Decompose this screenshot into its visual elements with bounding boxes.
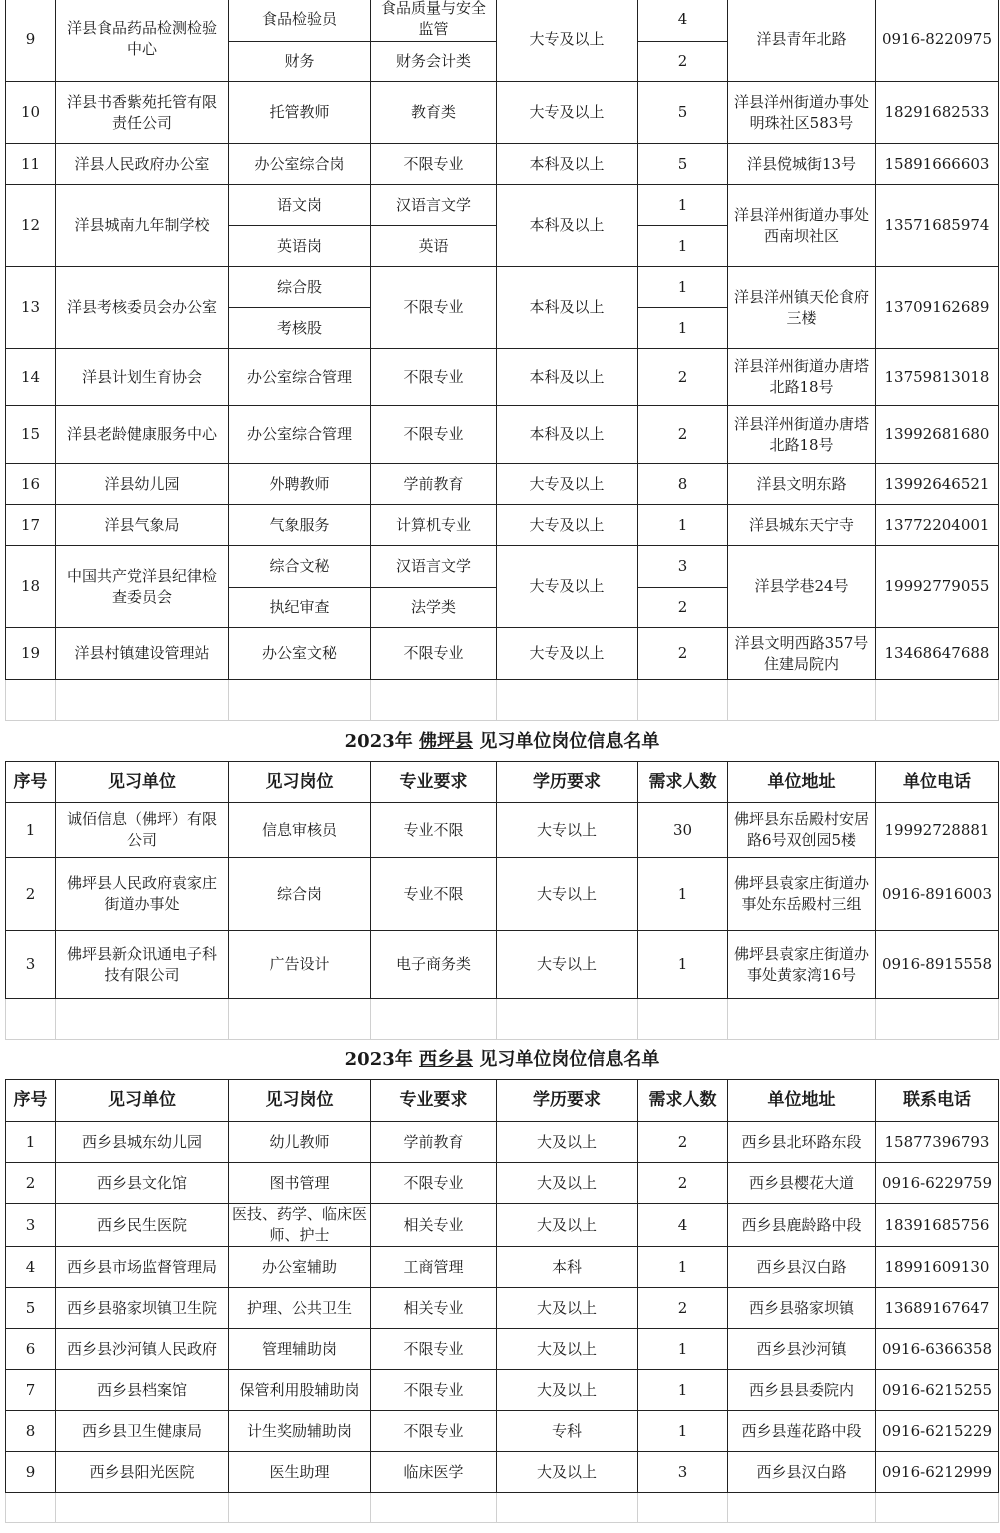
- cell-unit: 西乡县骆家坝镇卫生院: [56, 1288, 229, 1329]
- cell-addr: 西乡县汉白路: [728, 1247, 876, 1288]
- cell-no: 2: [6, 1163, 56, 1204]
- cell-post: 办公室文秘: [229, 628, 371, 680]
- cell-addr: 西乡县北环路东段: [728, 1122, 876, 1163]
- cell-major: 不限专业: [371, 1411, 497, 1452]
- cell-no: 3: [6, 1204, 56, 1247]
- table-row: [6, 1288, 999, 1329]
- cell-major: 汉语言文学: [371, 546, 497, 588]
- cell-addr: 洋县洋州街道办唐塔北路18号: [728, 406, 876, 464]
- cell-count: 2: [638, 349, 728, 406]
- cell-count: 1: [638, 1411, 728, 1452]
- empty-row: [6, 680, 999, 721]
- title-year: 2023年: [344, 1049, 413, 1070]
- cell-major: 食品质量与安全监管: [371, 0, 497, 42]
- cell-edu: 大专及以上: [497, 0, 638, 82]
- cell-major: 相关专业: [371, 1204, 497, 1247]
- cell-phone: 19992779055: [876, 546, 999, 628]
- table-row: [6, 1329, 999, 1370]
- cell-unit: 洋县计划生育协会: [56, 349, 229, 406]
- cell-no: 6: [6, 1329, 56, 1370]
- cell-phone: 13759813018: [876, 349, 999, 406]
- cell-addr: 洋县洋州镇天伦食府三楼: [728, 267, 876, 349]
- cell-count: 4: [638, 0, 728, 42]
- cell-major: 不限专业: [371, 267, 497, 349]
- cell-major: 不限专业: [371, 628, 497, 680]
- cell-addr: 佛坪县东岳殿村安居路6号双创园5楼: [728, 803, 876, 858]
- table-row: [6, 267, 999, 308]
- cell-addr: 西乡县县委院内: [728, 1370, 876, 1411]
- cell-post: 综合股: [229, 267, 371, 308]
- table-header-row: [6, 762, 999, 803]
- table-row: [6, 858, 999, 931]
- cell-unit: 诚佰信息（佛坪）有限公司: [56, 803, 229, 858]
- cell-phone: 18391685756: [876, 1204, 999, 1247]
- cell-count: 1: [638, 505, 728, 546]
- cell-edu: 大专以上: [497, 858, 638, 931]
- cell-edu: 大及以上: [497, 1370, 638, 1411]
- cell-major: 电子商务类: [371, 931, 497, 999]
- cell-addr: 洋县洋州街道办事处明珠社区583号: [728, 82, 876, 144]
- cell-phone: 19992728881: [876, 803, 999, 858]
- cell-no: 1: [6, 1122, 56, 1163]
- title-suffix: 见习单位岗位信息名单: [479, 1049, 660, 1070]
- cell-phone: 15877396793: [876, 1122, 999, 1163]
- cell-edu: 本科及以上: [497, 144, 638, 185]
- cell-edu: 大及以上: [497, 1452, 638, 1493]
- header-edu: 学历要求: [497, 762, 638, 803]
- cell-count: 3: [638, 1452, 728, 1493]
- cell-edu: 大专及以上: [497, 464, 638, 505]
- cell-count: 2: [638, 42, 728, 82]
- table-row: [6, 1163, 999, 1204]
- cell-unit: 西乡县档案馆: [56, 1370, 229, 1411]
- cell-addr: 洋县洋州街道办事处西南坝社区: [728, 185, 876, 267]
- cell-count: 2: [638, 1288, 728, 1329]
- header-phone: 联系电话: [876, 1080, 999, 1122]
- header-addr: 单位地址: [728, 1080, 876, 1122]
- cell-post: 计生奖励辅助岗: [229, 1411, 371, 1452]
- cell-phone: 18991609130: [876, 1247, 999, 1288]
- cell-major: 专业不限: [371, 858, 497, 931]
- cell-edu: 本科: [497, 1247, 638, 1288]
- cell-addr: 佛坪县袁家庄街道办事处东岳殿村三组: [728, 858, 876, 931]
- cell-addr: 洋县洋州街道办唐塔北路18号: [728, 349, 876, 406]
- cell-no: 9: [6, 1452, 56, 1493]
- cell-no: 18: [6, 546, 56, 628]
- cell-phone: 13571685974: [876, 185, 999, 267]
- cell-unit: 洋县城南九年制学校: [56, 185, 229, 267]
- cell-no: 11: [6, 144, 56, 185]
- cell-edu: 大及以上: [497, 1163, 638, 1204]
- cell-no: 10: [6, 82, 56, 144]
- cell-count: 1: [638, 267, 728, 308]
- table-row: [6, 505, 999, 546]
- cell-unit: 洋县气象局: [56, 505, 229, 546]
- cell-unit: 洋县幼儿园: [56, 464, 229, 505]
- cell-phone: 0916-6366358: [876, 1329, 999, 1370]
- foping-title: [6, 721, 999, 762]
- cell-post: 信息审核员: [229, 803, 371, 858]
- cell-addr: 洋县城东天宁寺: [728, 505, 876, 546]
- cell-post: 广告设计: [229, 931, 371, 999]
- cell-edu: 大专及以上: [497, 505, 638, 546]
- cell-unit: 佛坪县新众讯通电子科技有限公司: [56, 931, 229, 999]
- cell-edu: 本科及以上: [497, 185, 638, 267]
- cell-count: 1: [638, 1370, 728, 1411]
- cell-edu: 本科及以上: [497, 267, 638, 349]
- cell-no: 16: [6, 464, 56, 505]
- cell-major: 法学类: [371, 588, 497, 628]
- cell-post: 语文岗: [229, 185, 371, 226]
- table-row: [6, 82, 999, 144]
- cell-phone: 13468647688: [876, 628, 999, 680]
- cell-post: 医技、药学、临床医师、护士: [229, 1204, 371, 1247]
- cell-count: 1: [638, 1329, 728, 1370]
- cell-no: 2: [6, 858, 56, 931]
- title-county: 西乡县: [419, 1049, 474, 1070]
- cell-post: 外聘教师: [229, 464, 371, 505]
- cell-count: 8: [638, 464, 728, 505]
- table-row: [6, 1411, 999, 1452]
- cell-post: 托管教师: [229, 82, 371, 144]
- table-row: [6, 349, 999, 406]
- cell-no: 5: [6, 1288, 56, 1329]
- table-row: [6, 1452, 999, 1493]
- cell-no: 12: [6, 185, 56, 267]
- cell-post: 幼儿教师: [229, 1122, 371, 1163]
- header-major: 专业要求: [371, 762, 497, 803]
- cell-phone: 0916-8915558: [876, 931, 999, 999]
- table-row: [6, 931, 999, 999]
- section-title-row: [6, 1040, 999, 1080]
- cell-addr: 洋县青年北路: [728, 0, 876, 82]
- cell-phone: 13709162689: [876, 267, 999, 349]
- cell-phone: 0916-6215229: [876, 1411, 999, 1452]
- cell-no: 4: [6, 1247, 56, 1288]
- yangxian-table: [5, 0, 999, 1523]
- header-unit: 见习单位: [56, 762, 229, 803]
- cell-phone: 0916-6215255: [876, 1370, 999, 1411]
- cell-phone: 0916-8220975: [876, 0, 999, 82]
- cell-no: 8: [6, 1411, 56, 1452]
- cell-post: 办公室辅助: [229, 1247, 371, 1288]
- cell-count: 1: [638, 185, 728, 226]
- cell-post: 办公室综合管理: [229, 349, 371, 406]
- cell-edu: 大及以上: [497, 1288, 638, 1329]
- header-edu: 学历要求: [497, 1080, 638, 1122]
- cell-addr: 洋县学巷24号: [728, 546, 876, 628]
- cell-unit: 佛坪县人民政府袁家庄街道办事处: [56, 858, 229, 931]
- cell-post: 保管利用股辅助岗: [229, 1370, 371, 1411]
- header-phone: 单位电话: [876, 762, 999, 803]
- cell-major: 不限专业: [371, 1163, 497, 1204]
- cell-phone: 13772204001: [876, 505, 999, 546]
- header-major: 专业要求: [371, 1080, 497, 1122]
- cell-phone: 13689167647: [876, 1288, 999, 1329]
- cell-post: 医生助理: [229, 1452, 371, 1493]
- empty-row: [6, 1493, 999, 1523]
- table-row: [6, 1122, 999, 1163]
- cell-major: 学前教育: [371, 1122, 497, 1163]
- cell-unit: 洋县书香紫苑托管有限责任公司: [56, 82, 229, 144]
- cell-post: 办公室综合管理: [229, 406, 371, 464]
- table-row: [6, 1247, 999, 1288]
- table-row: [6, 1204, 999, 1247]
- cell-no: 3: [6, 931, 56, 999]
- cell-edu: 大及以上: [497, 1329, 638, 1370]
- cell-major: 英语: [371, 226, 497, 267]
- cell-count: 30: [638, 803, 728, 858]
- cell-post: 办公室综合岗: [229, 144, 371, 185]
- cell-phone: 0916-6212999: [876, 1452, 999, 1493]
- cell-addr: 佛坪县袁家庄街道办事处黄家湾16号: [728, 931, 876, 999]
- cell-phone: 13992646521: [876, 464, 999, 505]
- table-row: [6, 464, 999, 505]
- cell-addr: 西乡县骆家坝镇: [728, 1288, 876, 1329]
- cell-major: 学前教育: [371, 464, 497, 505]
- cell-count: 4: [638, 1204, 728, 1247]
- table-row: [6, 1370, 999, 1411]
- cell-post: 执纪审查: [229, 588, 371, 628]
- cell-unit: 中国共产党洋县纪律检查委员会: [56, 546, 229, 628]
- cell-count: 5: [638, 82, 728, 144]
- table-header-row: [6, 1080, 999, 1122]
- cell-no: 15: [6, 406, 56, 464]
- cell-no: 17: [6, 505, 56, 546]
- cell-addr: 西乡县莲花路中段: [728, 1411, 876, 1452]
- cell-phone: 15891666603: [876, 144, 999, 185]
- title-county: 佛坪县: [419, 730, 474, 752]
- cell-edu: 大专及以上: [497, 546, 638, 628]
- cell-no: 13: [6, 267, 56, 349]
- cell-addr: 西乡县鹿龄路中段: [728, 1204, 876, 1247]
- cell-major: 计算机专业: [371, 505, 497, 546]
- cell-major: 不限专业: [371, 1329, 497, 1370]
- table-row: [6, 628, 999, 680]
- cell-unit: 洋县考核委员会办公室: [56, 267, 229, 349]
- cell-major: 不限专业: [371, 1370, 497, 1411]
- cell-no: 7: [6, 1370, 56, 1411]
- cell-edu: 本科及以上: [497, 406, 638, 464]
- cell-count: 1: [638, 226, 728, 267]
- cell-major: 专业不限: [371, 803, 497, 858]
- cell-phone: 18291682533: [876, 82, 999, 144]
- cell-edu: 大专及以上: [497, 628, 638, 680]
- empty-row: [6, 999, 999, 1040]
- cell-unit: 洋县老龄健康服务中心: [56, 406, 229, 464]
- cell-count: 2: [638, 588, 728, 628]
- cell-edu: 大专及以上: [497, 82, 638, 144]
- cell-phone: 13992681680: [876, 406, 999, 464]
- cell-unit: 西乡县卫生健康局: [56, 1411, 229, 1452]
- cell-major: 不限专业: [371, 406, 497, 464]
- header-count: 需求人数: [638, 1080, 728, 1122]
- cell-count: 5: [638, 144, 728, 185]
- cell-unit: 西乡县文化馆: [56, 1163, 229, 1204]
- cell-addr: 洋县傥城街13号: [728, 144, 876, 185]
- table-row: [6, 406, 999, 464]
- cell-major: 不限专业: [371, 349, 497, 406]
- cell-post: 财务: [229, 42, 371, 82]
- xixiang-title: [6, 1040, 999, 1080]
- cell-count: 2: [638, 1122, 728, 1163]
- cell-post: 图书管理: [229, 1163, 371, 1204]
- cell-count: 3: [638, 546, 728, 588]
- header-post: 见习岗位: [229, 1080, 371, 1122]
- cell-edu: 大及以上: [497, 1122, 638, 1163]
- cell-count: 2: [638, 406, 728, 464]
- cell-unit: 洋县人民政府办公室: [56, 144, 229, 185]
- cell-major: 工商管理: [371, 1247, 497, 1288]
- table-row: [6, 144, 999, 185]
- cell-edu: 大及以上: [497, 1204, 638, 1247]
- cell-post: 护理、公共卫生: [229, 1288, 371, 1329]
- cell-major: 汉语言文学: [371, 185, 497, 226]
- header-addr: 单位地址: [728, 762, 876, 803]
- cell-edu: 本科及以上: [497, 349, 638, 406]
- cell-no: 9: [6, 0, 56, 82]
- cell-post: 气象服务: [229, 505, 371, 546]
- table-row: [6, 546, 999, 588]
- title-suffix: 见习单位岗位信息名单: [479, 730, 660, 752]
- cell-no: 1: [6, 803, 56, 858]
- cell-phone: 0916-6229759: [876, 1163, 999, 1204]
- cell-major: 相关专业: [371, 1288, 497, 1329]
- header-no: 序号: [6, 1080, 56, 1122]
- cell-unit: 西乡县城东幼儿园: [56, 1122, 229, 1163]
- cell-addr: 洋县文明东路: [728, 464, 876, 505]
- cell-post: 综合岗: [229, 858, 371, 931]
- cell-major: 财务会计类: [371, 42, 497, 82]
- header-post: 见习岗位: [229, 762, 371, 803]
- section-title-row: [6, 721, 999, 762]
- cell-unit: 洋县食品药品检测检验中心: [56, 0, 229, 82]
- header-no: 序号: [6, 762, 56, 803]
- table-row: [6, 185, 999, 226]
- cell-major: 教育类: [371, 82, 497, 144]
- cell-post: 英语岗: [229, 226, 371, 267]
- cell-no: 14: [6, 349, 56, 406]
- cell-count: 1: [638, 931, 728, 999]
- cell-edu: 大专以上: [497, 803, 638, 858]
- cell-addr: 西乡县沙河镇: [728, 1329, 876, 1370]
- cell-post: 考核股: [229, 308, 371, 349]
- cell-count: 1: [638, 308, 728, 349]
- cell-no: 19: [6, 628, 56, 680]
- cell-phone: 0916-8916003: [876, 858, 999, 931]
- cell-count: 2: [638, 1163, 728, 1204]
- table-row: [6, 803, 999, 858]
- cell-unit: 西乡民生医院: [56, 1204, 229, 1247]
- cell-edu: 专科: [497, 1411, 638, 1452]
- cell-major: 不限专业: [371, 144, 497, 185]
- cell-addr: 西乡县樱花大道: [728, 1163, 876, 1204]
- cell-post: 综合文秘: [229, 546, 371, 588]
- title-year: 2023年: [344, 730, 413, 752]
- header-unit: 见习单位: [56, 1080, 229, 1122]
- cell-addr: 西乡县汉白路: [728, 1452, 876, 1493]
- table-row: [6, 0, 999, 42]
- cell-unit: 西乡县阳光医院: [56, 1452, 229, 1493]
- cell-post: 管理辅助岗: [229, 1329, 371, 1370]
- cell-major: 临床医学: [371, 1452, 497, 1493]
- header-count: 需求人数: [638, 762, 728, 803]
- cell-unit: 西乡县沙河镇人民政府: [56, 1329, 229, 1370]
- cell-count: 1: [638, 858, 728, 931]
- cell-edu: 大专以上: [497, 931, 638, 999]
- cell-count: 1: [638, 1247, 728, 1288]
- cell-unit: 洋县村镇建设管理站: [56, 628, 229, 680]
- cell-unit: 西乡县市场监督管理局: [56, 1247, 229, 1288]
- cell-post: 食品检验员: [229, 0, 371, 42]
- cell-addr: 洋县文明西路357号住建局院内: [728, 628, 876, 680]
- cell-count: 2: [638, 628, 728, 680]
